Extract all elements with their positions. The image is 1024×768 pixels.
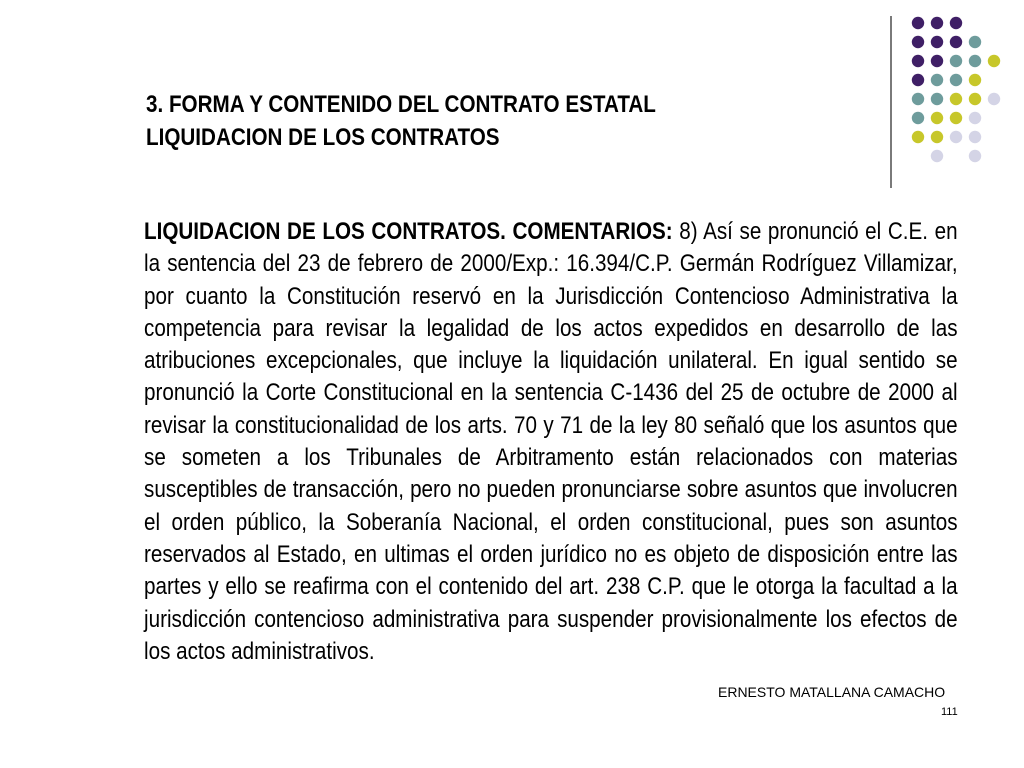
decorative-dot	[988, 93, 1000, 105]
decorative-divider-line	[890, 16, 892, 188]
decorative-dot	[950, 112, 962, 124]
decorative-dot	[950, 74, 962, 86]
decorative-dot	[912, 131, 924, 143]
decorative-dot	[969, 150, 981, 162]
decorative-dot	[912, 36, 924, 48]
decorative-dot	[969, 131, 981, 143]
decorative-dot	[931, 36, 943, 48]
decorative-dot	[931, 93, 943, 105]
decorative-dot	[931, 131, 943, 143]
decorative-dot	[988, 55, 1000, 67]
decorative-dot	[950, 131, 962, 143]
decorative-dot	[931, 55, 943, 67]
body-paragraph	[144, 216, 958, 668]
decorative-dot	[912, 112, 924, 124]
title-line-1: 3. FORMA Y CONTENIDO DEL CONTRATO ESTATAL	[146, 91, 656, 118]
slide-title	[146, 88, 748, 154]
decorative-dot	[912, 55, 924, 67]
decorative-dot	[969, 74, 981, 86]
decorative-dot	[950, 17, 962, 29]
decorative-dot	[969, 112, 981, 124]
body-content	[144, 216, 958, 668]
decorative-dot	[950, 36, 962, 48]
decorative-dot	[912, 17, 924, 29]
decorative-dot	[950, 55, 962, 67]
body-lead: LIQUIDACION DE LOS CONTRATOS. COMENTARIOS:	[144, 218, 673, 245]
author-name: ERNESTO MATALLANA CAMACHO	[718, 684, 946, 700]
decorative-dot	[950, 93, 962, 105]
decorative-dot	[931, 74, 943, 86]
decorative-dot	[969, 55, 981, 67]
title-line-2: LIQUIDACION DE LOS CONTRATOS	[146, 124, 500, 151]
decorative-dot	[912, 74, 924, 86]
decorative-dot	[931, 17, 943, 29]
decorative-dot	[912, 93, 924, 105]
decorative-dot	[931, 150, 943, 162]
body-text: 8) Así se pronunció el C.E. en la sentencia del 23 de febrero de 2000/Exp.: 16.394/C.P. Germán Rodríguez Villamizar, por cuanto la Constitución reservó en la Jurisdicción Contencioso Administrativa la competencia para revisar la legalidad de los actos expedidos en desarrollo de las atribuciones excepcionales, que incluye la liquidación unilateral. En igual sentido se pronunció la Corte Constitucional en la sentencia C-1436 del 25 de octubre de 2000 al revisar la constitucionalidad de los arts. 70 y 71 de la ley 80 señaló que los asuntos que se someten a los Tribunales de Arbitramento están relacionados con materias susceptibles de transacción, pero no pueden pronunciarse sobre asuntos que involucren el orden público, la Soberanía Nacional, el orden constitucional, pues son asuntos reservados al Estado, en ultimas el orden jurídico no es objeto de disposición entre las partes y ello se reafirma con el contenido del art. 238 C.P. que le otorga la facultad a la jurisdicción contencioso administrativa para suspender provisionalmente los efectos de los actos administrativos.	[144, 218, 958, 665]
decorative-dot	[969, 93, 981, 105]
page-number: 111	[941, 706, 958, 718]
decorative-dot	[969, 36, 981, 48]
decorative-dot	[931, 112, 943, 124]
